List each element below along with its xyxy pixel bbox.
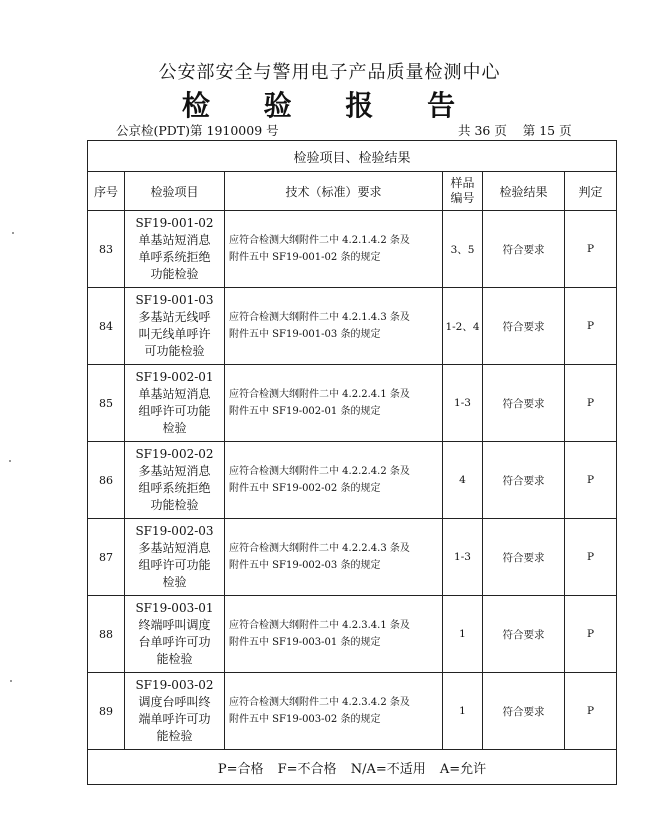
column-header-requirement: 技术（标准）要求 [225, 172, 443, 211]
cell-item [125, 519, 225, 596]
cell-item [125, 442, 225, 519]
cell-item-line: 台单呼许可功 [138, 635, 211, 649]
cell-item-line: SF19-002-01 [135, 370, 214, 384]
cell-sample: 1-2、4 [443, 288, 483, 365]
cell-verdict: P [565, 288, 617, 365]
cell-item-line: 终端呼叫调度 [138, 618, 211, 632]
report-title: 检 验 报 告 [181, 89, 478, 122]
column-header-seq: 序号 [88, 172, 125, 211]
cell-result: 符合要求 [483, 442, 565, 519]
table-caption: 检验项目、检验结果 [88, 141, 617, 172]
cell-item-line: SF19-002-03 [135, 524, 214, 538]
cell-item-line: 可功能检验 [144, 344, 205, 358]
cell-item-line: 多基站短消息 [138, 464, 211, 478]
cell-result: 符合要求 [483, 673, 565, 750]
scan-speck [12, 232, 14, 234]
table-row [88, 442, 617, 519]
column-header-item: 检验项目 [125, 172, 225, 211]
cell-requirement-line: 应符合检测大纲附件二中 4.2.3.4.1 条及 [229, 620, 410, 631]
cell-item-line: 检验 [162, 421, 187, 435]
cell-requirement [225, 211, 443, 288]
cell-seq: 86 [88, 442, 125, 519]
table-row [88, 365, 617, 442]
cell-sample: 1 [443, 596, 483, 673]
cell-item-line: 叫无线单呼许 [138, 327, 211, 341]
cell-seq: 84 [88, 288, 125, 365]
cell-seq: 87 [88, 519, 125, 596]
cell-item [125, 288, 225, 365]
cell-item-line: 多基站无线呼 [138, 310, 211, 324]
cell-requirement-line: 应符合检测大纲附件二中 4.2.2.4.2 条及 [229, 466, 410, 477]
cell-item-line: 单呼系统拒绝 [138, 250, 211, 264]
cell-item-line: 单基站短消息 [138, 387, 211, 401]
cell-item-line: SF19-003-01 [135, 601, 214, 615]
cell-item-line: 功能检验 [150, 267, 199, 281]
cell-verdict: P [565, 442, 617, 519]
cell-requirement-line: 附件五中 SF19-002-02 条的规定 [229, 483, 381, 494]
results-table [87, 140, 617, 785]
cell-item-line: 检验 [162, 575, 187, 589]
cell-result: 符合要求 [483, 288, 565, 365]
cell-verdict: P [565, 673, 617, 750]
cell-sample: 1-3 [443, 365, 483, 442]
cell-verdict: P [565, 519, 617, 596]
cell-requirement [225, 365, 443, 442]
cell-item-line: 组呼许可功能 [138, 404, 211, 418]
cell-result: 符合要求 [483, 211, 565, 288]
cell-item-line: 多基站短消息 [138, 541, 211, 555]
scan-speck [9, 460, 11, 462]
cell-verdict: P [565, 596, 617, 673]
cell-item-line: 能检验 [156, 729, 193, 743]
table-row [88, 596, 617, 673]
table-row [88, 673, 617, 750]
table-row [88, 519, 617, 596]
cell-requirement [225, 288, 443, 365]
cell-sample: 3、5 [443, 211, 483, 288]
report-number: 公京检(PDT)第 1910009 号 [116, 123, 279, 138]
cell-requirement [225, 442, 443, 519]
cell-sample: 1-3 [443, 519, 483, 596]
cell-requirement-line: 附件五中 SF19-002-01 条的规定 [229, 406, 381, 417]
cell-sample: 4 [443, 442, 483, 519]
cell-sample: 1 [443, 673, 483, 750]
cell-item-line: 调度台呼叫终 [138, 695, 211, 709]
cell-requirement [225, 596, 443, 673]
column-header-verdict: 判定 [565, 172, 617, 211]
page-indicator: 共 36 页 第 15 页 [458, 123, 572, 138]
verdict-legend: P=合格 F=不合格 N/A=不适用 A=允许 [88, 750, 617, 785]
cell-requirement-line: 附件五中 SF19-003-02 条的规定 [229, 714, 381, 725]
cell-item-line: SF19-001-02 [135, 216, 214, 230]
cell-seq: 85 [88, 365, 125, 442]
scan-speck [10, 680, 12, 682]
column-header-result: 检验结果 [483, 172, 565, 211]
cell-result: 符合要求 [483, 519, 565, 596]
cell-requirement-line: 应符合检测大纲附件二中 4.2.1.4.3 条及 [229, 312, 410, 323]
cell-requirement-line: 应符合检测大纲附件二中 4.2.1.4.2 条及 [229, 235, 410, 246]
cell-item-line: SF19-003-02 [135, 678, 214, 692]
cell-result: 符合要求 [483, 365, 565, 442]
table-row [88, 211, 617, 288]
cell-requirement-line: 应符合检测大纲附件二中 4.2.2.4.1 条及 [229, 389, 410, 400]
cell-item [125, 365, 225, 442]
cell-requirement-line: 附件五中 SF19-001-03 条的规定 [229, 329, 381, 340]
column-header-sample: 样品编号 [443, 172, 483, 211]
cell-item-line: 端单呼许可功 [138, 712, 211, 726]
cell-seq: 89 [88, 673, 125, 750]
cell-requirement-line: 附件五中 SF19-001-02 条的规定 [229, 252, 381, 263]
cell-requirement-line: 应符合检测大纲附件二中 4.2.2.4.3 条及 [229, 543, 410, 554]
cell-item-line: 组呼系统拒绝 [138, 481, 211, 495]
cell-verdict: P [565, 211, 617, 288]
cell-item-line: 功能检验 [150, 498, 199, 512]
cell-result: 符合要求 [483, 596, 565, 673]
cell-seq: 83 [88, 211, 125, 288]
cell-seq: 88 [88, 596, 125, 673]
cell-requirement [225, 519, 443, 596]
cell-item-line: SF19-001-03 [135, 293, 214, 307]
cell-item-line: 能检验 [156, 652, 193, 666]
table-row [88, 288, 617, 365]
cell-item [125, 211, 225, 288]
cell-requirement-line: 附件五中 SF19-003-01 条的规定 [229, 637, 381, 648]
cell-item [125, 673, 225, 750]
cell-item-line: SF19-002-02 [135, 447, 214, 461]
cell-item [125, 596, 225, 673]
cell-item-line: 组呼许可功能 [138, 558, 211, 572]
cell-requirement-line: 附件五中 SF19-002-03 条的规定 [229, 560, 381, 571]
cell-verdict: P [565, 365, 617, 442]
cell-requirement [225, 673, 443, 750]
cell-requirement-line: 应符合检测大纲附件二中 4.2.3.4.2 条及 [229, 697, 410, 708]
cell-item-line: 单基站短消息 [138, 233, 211, 247]
organization-name: 公安部安全与警用电子产品质量检测中心 [158, 62, 501, 83]
